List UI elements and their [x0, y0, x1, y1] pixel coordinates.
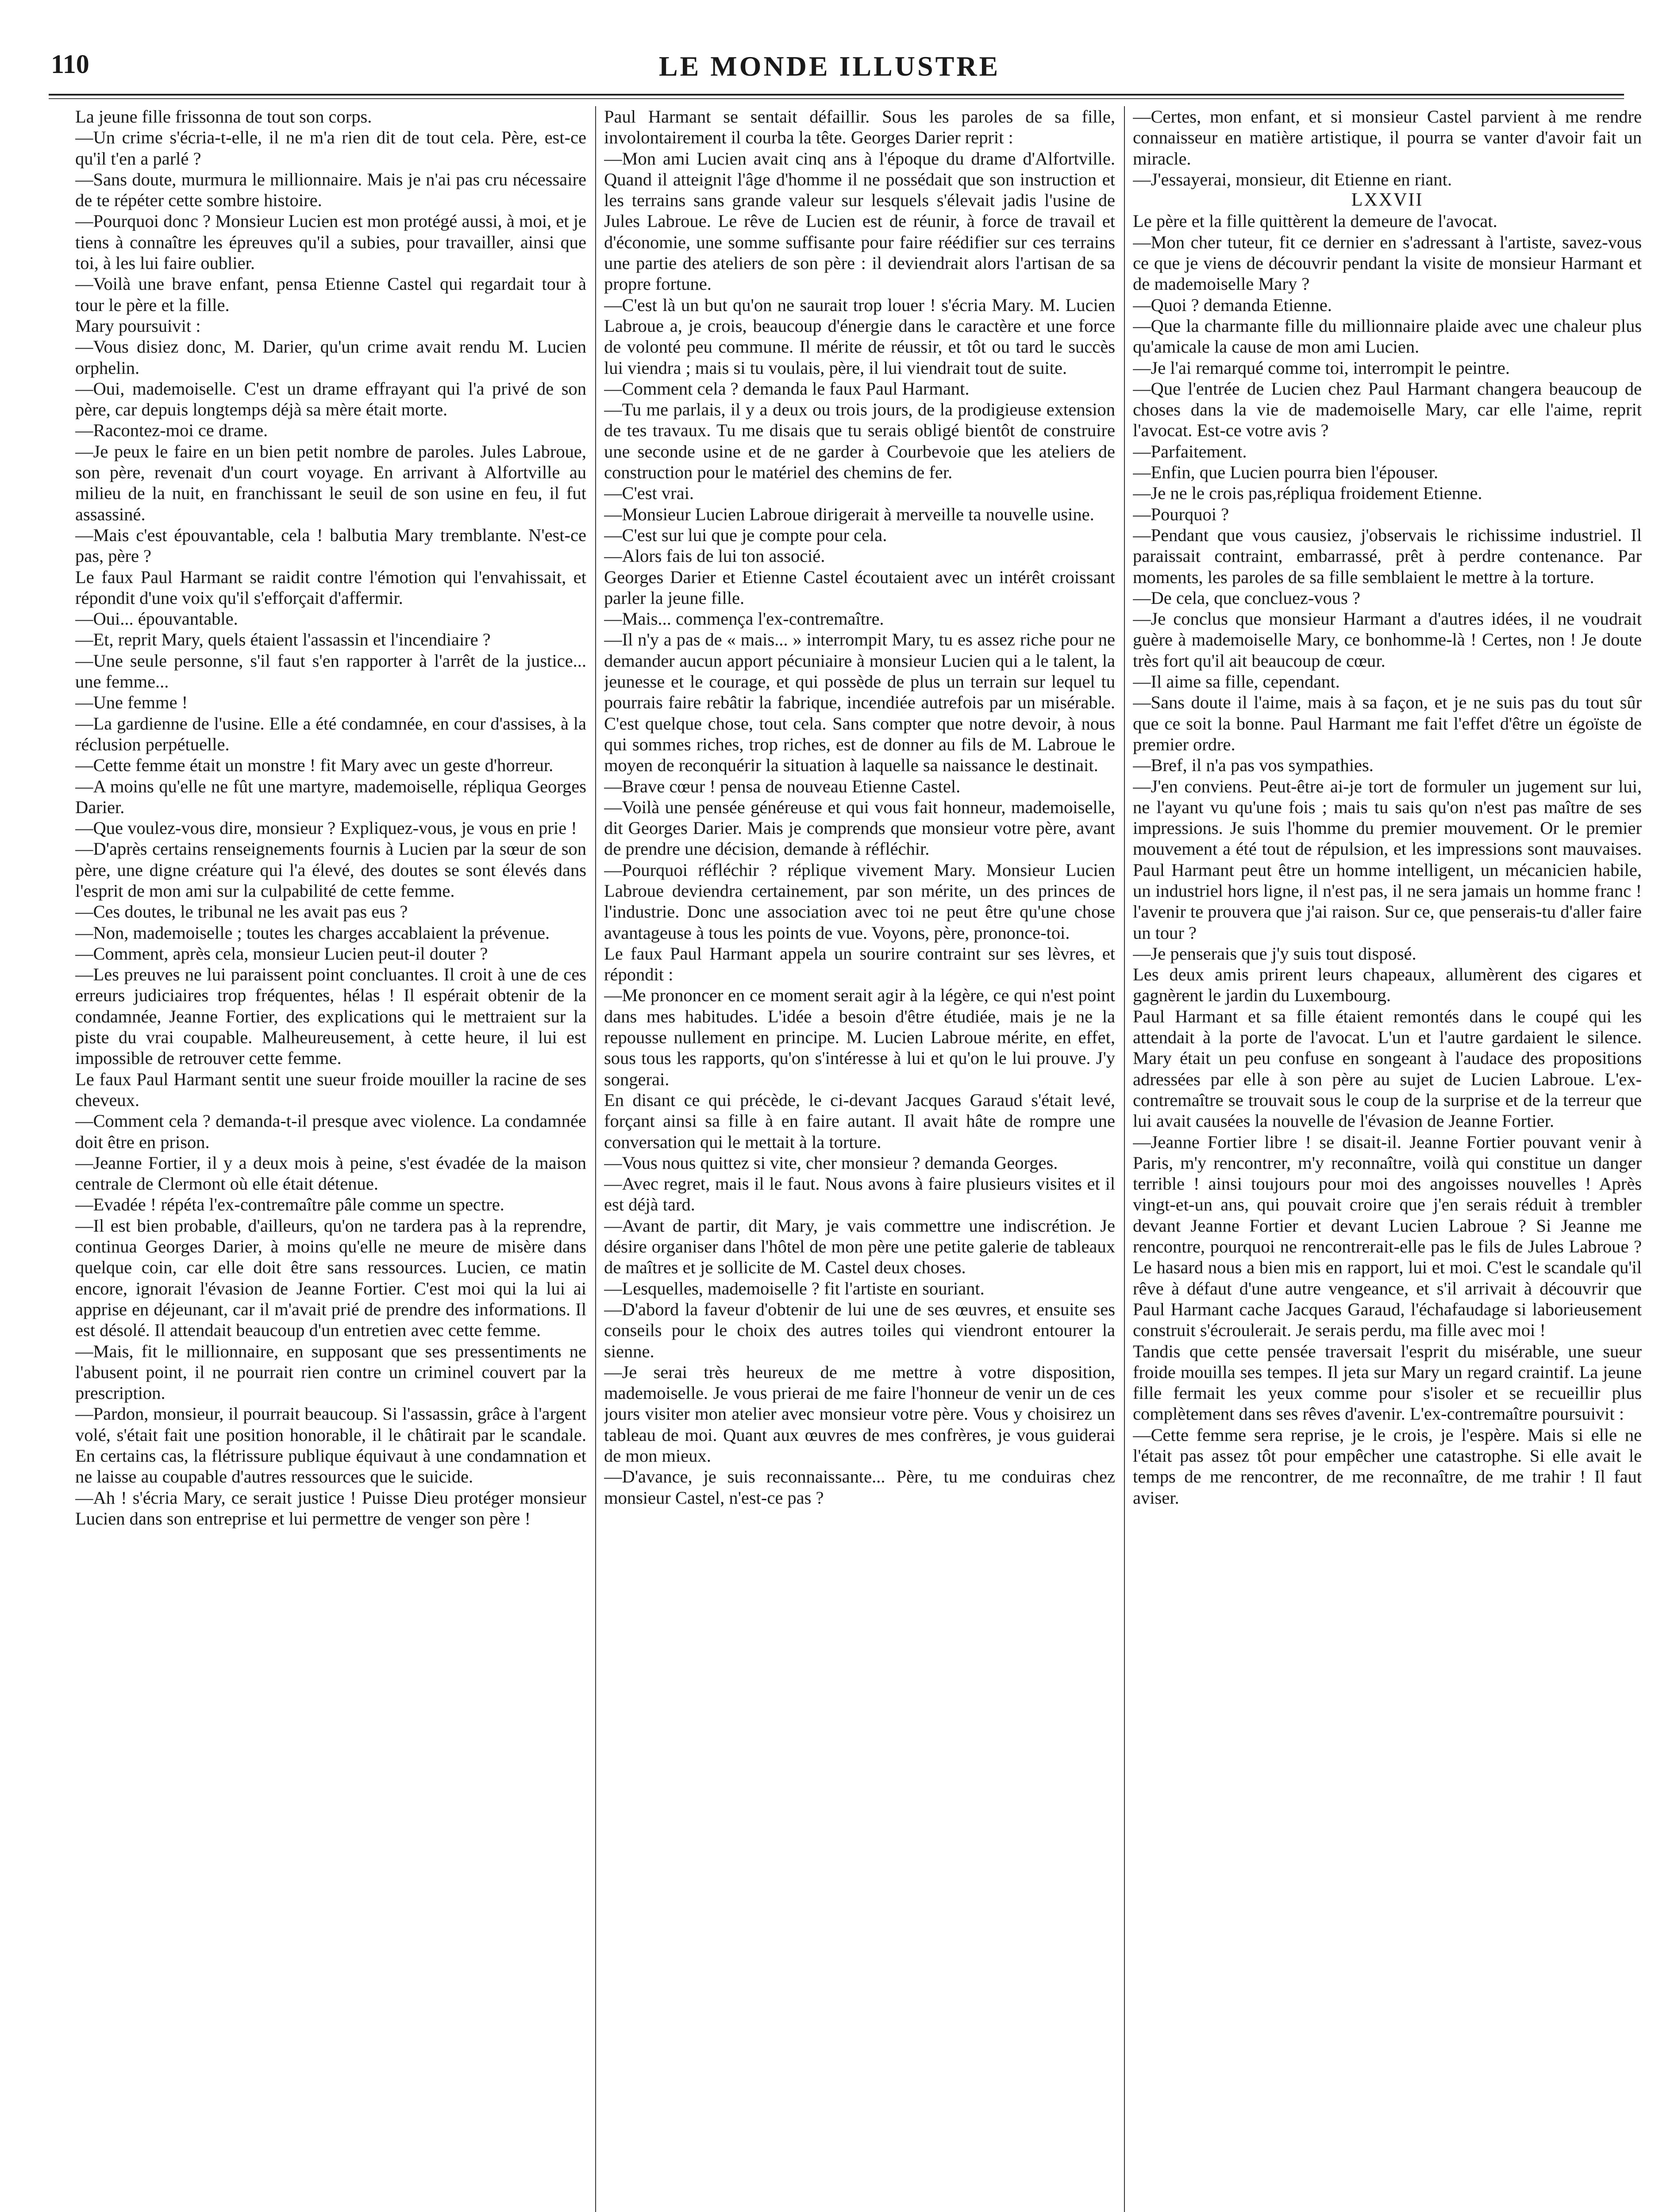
paragraph: —Voilà une pensée généreuse et qui vous fait honneur, mademoiselle, dit Georges Darier. Mais je comprends que monsieur votre père, avant de prendre une décision, demande à réfléchir. — [604, 797, 1115, 859]
paragraph: —Sans doute il l'aime, mais à sa façon, et je ne suis pas du tout sûr que ce soit la bonne. Paul Harmant me fait l'effet d'être un égoïste de premier ordre. — [1133, 692, 1642, 754]
paragraph: —Racontez-moi ce drame. — [75, 420, 268, 441]
paragraph: —Cette femme était un monstre ! fit Mary avec un geste d'horreur. — [75, 755, 554, 776]
paragraph: —Jeanne Fortier, il y a deux mois à peine, s'est évadée de la maison centrale de Clermont où elle était détenue. — [75, 1152, 586, 1194]
paragraph: —Pourquoi donc ? Monsieur Lucien est mon protégé aussi, à moi, et je tiens à connaître les épreuves qu'il a subies, pour travailler, ainsi que toi, à les lui faire oublier. — [75, 211, 586, 273]
paragraph: —Mais c'est épouvantable, cela ! balbutia Mary tremblante. N'est-ce pas, père ? — [75, 525, 586, 566]
text-column-1 — [75, 106, 586, 2212]
paragraph: —Je conclus que monsieur Harmant a d'autres idées, il ne voudrait guère à mademoiselle Mary, ce bonhomme-là ! Certes, non ! Je doute très fort qu'il ait beaucoup de cœur. — [1133, 609, 1642, 671]
paragraph: —Mon ami Lucien avait cinq ans à l'époque du drame d'Alfortville. Quand il atteignit l'âge d'homme il ne possédait que son instruction et les terrains sans grande valeur sur lesquels s'élevait jadis l'usine de Jules Labroue. Le rêve de Lucien est de réunir, à force de travail et d'économie, une somme suffisante pour faire réédifier sur ces terrains une partie des ateliers de son père : il deviendrait alors l'artisan de sa propre fortune. — [604, 148, 1115, 294]
paragraph: —De cela, que concluez-vous ? — [1133, 588, 1360, 608]
paragraph: —C'est là un but qu'on ne saurait trop louer ! s'écria Mary. M. Lucien Labroue a, je crois, beaucoup d'énergie dans le caractère et une force de volonté peu commune. Il mérite de réussir, et tôt ou tard le succès lui viendra ; mais si tu voulais, père, il lui viendrait tout de suite. — [604, 295, 1115, 378]
paragraph: —Et, reprit Mary, quels étaient l'assassin et l'incendiaire ? — [75, 630, 491, 650]
paragraph: En disant ce qui précède, le ci-devant Jacques Garaud s'était levé, forçant ainsi sa fille à en faire autant. Il avait hâte de rompre une conversation qui le mettait à la torture. — [604, 1090, 1115, 1152]
paragraph: —Voilà une brave enfant, pensa Etienne Castel qui regardait tour à tour le père et la fille. — [75, 274, 586, 315]
paragraph: Les deux amis prirent leurs chapeaux, allumèrent des cigares et gagnèrent le jardin du Luxembourg. — [1133, 964, 1642, 1006]
paragraph: —Monsieur Lucien Labroue dirigerait à merveille ta nouvelle usine. — [604, 504, 1094, 524]
paragraph: —Cette femme sera reprise, je le crois, je l'espère. Mais si elle ne l'était pas assez tôt pour empêcher une catastrophe. Si elle avait le temps de me rencontrer, de me reconnaître, de me trahir ! Il faut aviser. — [1133, 1425, 1642, 1508]
paragraph: —Pourquoi réfléchir ? réplique vivement Mary. Monsieur Lucien Labroue deviendra certainement, par son mérite, un des princes de l'industrie. Donc une association avec toi ne peut être qu'une chose avantageuse à tous les points de vue. Voyons, père, prononce-toi. — [604, 860, 1115, 943]
paragraph: —Il aime sa fille, cependant. — [1133, 672, 1340, 692]
paragraph: Tandis que cette pensée traversait l'esprit du misérable, une sueur froide mouilla ses tempes. Il jeta sur Mary un regard craintif. La jeune fille fermait les yeux comme pour s'isoler et se recueillir plus complètement dans ses rêves d'avenir. L'ex-contremaître poursuivit : — [1133, 1341, 1642, 1424]
paragraph: —Jeanne Fortier libre ! se disait-il. Jeanne Fortier pouvant venir à Paris, m'y rencontrer, m'y reconnaître, voilà qui constitue un danger terrible ! ainsi toujours pour moi des angoisses nouvelles ! Après vingt-et-un ans, qui pouvait croire que j'en serais réduit à trembler devant Jeanne Fortier et devant Lucien Labroue ? Si Jeanne me rencontre, pourquoi ne rencontrerait-elle pas le fils de Jules Labroue ? Le hasard nous a bien mis en rapport, lui et moi. C'est le scandale qu'il rêve à défaut d'une autre vengeance, et s'il arrivait à découvrir que Paul Harmant cache Jacques Garaud, l'échafaudage si laborieusement construit s'écroulerait. Je serais perdu, ma fille avec moi ! — [1133, 1132, 1642, 1340]
paragraph: —Brave cœur ! pensa de nouveau Etienne Castel. — [604, 776, 961, 796]
paragraph: Le faux Paul Harmant se raidit contre l'émotion qui l'envahissait, et répondit d'une voix qu'il s'efforçait d'affermir. — [75, 567, 586, 608]
paragraph: —Je peux le faire en un bien petit nombre de paroles. Jules Labroue, son père, revenait d'un court voyage. En arrivant à Alfortville au milieu de la nuit, en franchissant le seuil de son usine en feu, il fut assassiné. — [75, 441, 586, 524]
journal-title: LE MONDE ILLUSTRE — [658, 50, 1001, 82]
paragraph: —D'avance, je suis reconnaissante... Père, tu me conduiras chez monsieur Castel, n'est-ce pas ? — [604, 1467, 1115, 1508]
paragraph: —D'abord la faveur d'obtenir de lui une de ses œuvres, et ensuite ses conseils pour le choix des autres toiles qui viendront entourer la sienne. — [604, 1299, 1115, 1361]
paragraph: —Vous disiez donc, M. Darier, qu'un crime avait rendu M. Lucien orphelin. — [75, 337, 586, 378]
text-column-2 — [604, 106, 1115, 2212]
paragraph: —Un crime s'écria-t-elle, il ne m'a rien dit de tout cela. Père, est-ce qu'il t'en a parlé ? — [75, 127, 586, 169]
paragraph: —Avec regret, mais il le faut. Nous avons à faire plusieurs visites et il est déjà tard. — [604, 1174, 1115, 1215]
paragraph: —Les preuves ne lui paraissent point concluantes. Il croit à une de ces erreurs judiciaires trop fréquentes, hélas ! Il espérait obtenir de la condamnée, Jeanne Fortier, des explications qui le mettraient sur la piste du vrai coupable. Malheureusement, à cette heure, il lui est impossible de retrouver cette femme. — [75, 964, 586, 1068]
paragraph: —Vous nous quittez si vite, cher monsieur ? demanda Georges. — [604, 1152, 1058, 1173]
paragraph: —Tu me parlais, il y a deux ou trois jours, de la prodigieuse extension de tes travaux. Tu me disais que tu serais obligé bientôt de construire une seconde usine et de ne garder à Courbevoie que les ateliers de construction pour le matériel des chemins de fer. — [604, 399, 1115, 483]
paragraph: —Il n'y a pas de « mais... » interrompit Mary, tu es assez riche pour ne demander aucun apport pécuniaire à monsieur Lucien qui a le talent, la jeunesse et le courage, et qui possède de plus un terrain sur lequel tu pourrais faire rebâtir la fabrique, incendiée autrefois par un misérable. C'est quelque chose, tout cela. Sans compter que notre devoir, à nous qui sommes riches, trop riches, est de donner au fils de M. Labroue le moyen de reconquérir la situation à laquelle sa naissance le destinait. — [604, 630, 1115, 776]
page-number: 110 — [51, 50, 89, 79]
paragraph: —Que voulez-vous dire, monsieur ? Expliquez-vous, je vous en prie ! — [75, 818, 577, 838]
paragraph: —Lesquelles, mademoiselle ? fit l'artiste en souriant. — [604, 1278, 985, 1298]
paragraph: —J'essayerai, monsieur, dit Etienne en riant. — [1133, 169, 1452, 189]
column-divider-2 — [1124, 106, 1125, 2212]
paragraph: —Une seule personne, s'il faut s'en rapporter à l'arrêt de la justice... une femme... — [75, 650, 586, 692]
column-divider-1 — [595, 106, 596, 2212]
paragraph: —Mais... commença l'ex-contremaître. — [604, 609, 884, 629]
paragraph: —Pourquoi ? — [1133, 504, 1229, 524]
paragraph: —Je l'ai remarqué comme toi, interrompit le peintre. — [1133, 357, 1510, 378]
chapter-heading: LXXVII — [1351, 190, 1424, 211]
paragraph: —Oui, mademoiselle. C'est un drame effrayant qui l'a privé de son père, car depuis longtemps déjà sa mère était morte. — [75, 378, 586, 420]
paragraph: —Que la charmante fille du millionnaire plaide avec une chaleur plus qu'amicale la cause de mon ami Lucien. — [1133, 315, 1642, 357]
paragraph: —Parfaitement. — [1133, 441, 1247, 461]
paragraph: —Pardon, monsieur, il pourrait beaucoup. Si l'assassin, grâce à l'argent volé, s'était fait une position honorable, il le châtirait par le scandale. En certains cas, la flétrissure publique équivaut à une condamnation et ne laisse au coupable d'autres ressources que le suicide. — [75, 1404, 586, 1487]
paragraph: —Pendant que vous causiez, j'observais le richissime industriel. Il paraissait contraint, embarrassé, prêt à perdre contenance. Par moments, les paroles de sa fille semblaient le mettre à la torture. — [1133, 525, 1642, 587]
paragraph: Paul Harmant et sa fille étaient remontés dans le coupé qui les attendait à la porte de l'avocat. L'un et l'autre gardaient le silence. Mary était un peu confuse en songeant à l'audace des propositions adressées par elle à son père au sujet de Lucien Labroue. L'ex-contremaître se trouvait sous le coup de la surprise et de la terreur que lui avait causées la nouvelle de l'évasion de Jeanne Fortier. — [1133, 1006, 1642, 1131]
paragraph: —Ah ! s'écria Mary, ce serait justice ! Puisse Dieu protéger monsieur Lucien dans son entreprise et lui permettre de venger son père ! — [75, 1487, 586, 1528]
paragraph: —Certes, mon enfant, et si monsieur Castel parvient à me rendre connaisseur en matière artistique, il pourra se vanter d'avoir fait un miracle. — [1133, 107, 1642, 169]
paragraph: —Quoi ? demanda Etienne. — [1133, 295, 1332, 315]
paragraph: —Je penserais que j'y suis tout disposé. — [1133, 943, 1417, 964]
paragraph: —C'est sur lui que je compte pour cela. — [604, 525, 887, 545]
paragraph: —Que l'entrée de Lucien chez Paul Harmant changera beaucoup de choses dans la vie de mademoiselle Mary, car elle l'aime, reprit l'avocat. Est-ce votre avis ? — [1133, 378, 1642, 441]
paragraph: —Je serai très heureux de me mettre à votre disposition, mademoiselle. Je vous prierai de me faire l'honneur de venir un de ces jours visiter mon atelier avec monsieur votre père. Vous y choisirez un tableau de moi. Quant aux œuvres de mes confrères, je vous guiderai de mon mieux. — [604, 1362, 1115, 1466]
paragraph: —A moins qu'elle ne fût une martyre, mademoiselle, répliqua Georges Darier. — [75, 776, 586, 817]
paragraph: Le faux Paul Harmant sentit une sueur froide mouiller la racine de ses cheveux. — [75, 1069, 586, 1110]
paragraph: —Bref, il n'a pas vos sympathies. — [1133, 755, 1374, 776]
paragraph: —La gardienne de l'usine. Elle a été condamnée, en cour d'assises, à la réclusion perpétuelle. — [75, 713, 586, 754]
paragraph: —J'en conviens. Peut-être ai-je tort de formuler un jugement sur lui, ne l'ayant vu qu'une fois ; mais tu sais qu'on n'est pas maître de ses impressions. Je suis l'homme du premier mouvement. Or le premier mouvement a été tout de répulsion, et les impressions sont mauvaises. Paul Harmant peut être un homme intelligent, un mécanicien habile, un industriel hors ligne, il n'est pas, il ne sera jamais un homme franc ! l'avenir te prouvera que j'ai raison. Sur ce, que penserais-tu d'aller faire un tour ? — [1133, 776, 1642, 943]
paragraph: —Comment, après cela, monsieur Lucien peut-il douter ? — [75, 943, 488, 964]
paragraph: Paul Harmant se sentait défaillir. Sous les paroles de sa fille, involontairement il courba la tête. Georges Darier reprit : — [604, 107, 1115, 148]
paragraph: —C'est vrai. — [604, 483, 694, 503]
paragraph: —Mais, fit le millionnaire, en supposant que ses pressentiments ne l'abusent point, il ne pourrait rien contre un criminel couvert par la prescription. — [75, 1341, 586, 1403]
paragraph: —Il est bien probable, d'ailleurs, qu'on ne tardera pas à la reprendre, continua Georges Darier, à moins qu'elle ne meure de misère dans quelque coin, car elle doit être sans ressources. Lucien, ce matin encore, ignorait l'évasion de Jeanne Fortier. C'est moi qui la lui ai apprise en déjeunant, car il m'avait prié de prendre des informations. Il est désolé. Il attendait beaucoup d'un entretien avec cette femme. — [75, 1215, 586, 1340]
paragraph: —Alors fais de lui ton associé. — [604, 546, 825, 566]
paragraph: —Non, mademoiselle ; toutes les charges accablaient la prévenue. — [75, 922, 550, 943]
paragraph: Le faux Paul Harmant appela un sourire contraint sur ses lèvres, et répondit : — [604, 943, 1115, 985]
header-rule-thin — [49, 98, 1624, 99]
paragraph: —Mon cher tuteur, fit ce dernier en s'adressant à l'artiste, savez-vous ce que je viens de découvrir pendant la visite de monsieur Harmant et de mademoiselle Mary ? — [1133, 232, 1642, 294]
paragraph: —Je ne le crois pas,répliqua froidement Etienne. — [1133, 483, 1482, 503]
text-column-3 — [1133, 106, 1642, 2212]
paragraph: —D'après certains renseignements fournis à Lucien par la sœur de son père, une digne créature qui l'a élevé, des doutes se sont élevés dans l'esprit de mon ami sur la culpabilité de cette femme. — [75, 839, 586, 901]
paragraph: Mary poursuivit : — [75, 315, 201, 336]
paragraph: —Oui... épouvantable. — [75, 609, 238, 629]
paragraph: —Avant de partir, dit Mary, je vais commettre une indiscrétion. Je désire organiser dans l'hôtel de mon père une petite galerie de tableaux de maîtres et je sollicite de M. Castel deux choses. — [604, 1215, 1115, 1278]
header-rule — [49, 94, 1624, 96]
paragraph: —Une femme ! — [75, 692, 188, 713]
paragraph: —Me prononcer en ce moment serait agir à la légère, ce qui n'est point dans mes habitudes. L'idée a besoin d'être étudiée, mais je ne la repousse nullement en principe. M. Lucien Labroue mérite, en effet, sous tous les rapports, qu'on s'intéresse à lui et qu'on le lui prouve. J'y songerai. — [604, 985, 1115, 1089]
paragraph: —Sans doute, murmura le millionnaire. Mais je n'ai pas cru nécessaire de te répéter cette sombre histoire. — [75, 169, 586, 211]
paragraph: —Enfin, que Lucien pourra bien l'épouser. — [1133, 462, 1438, 483]
paragraph: La jeune fille frissonna de tout son corps. — [75, 107, 372, 127]
paragraph: —Comment cela ? demanda-t-il presque avec violence. La condamnée doit être en prison. — [75, 1111, 586, 1152]
paragraph: —Evadée ! répéta l'ex-contremaître pâle comme un spectre. — [75, 1194, 504, 1215]
paragraph: Georges Darier et Etienne Castel écoutaient avec un intérêt croissant parler la jeune fille. — [604, 567, 1115, 608]
paragraph: Le père et la fille quittèrent la demeure de l'avocat. — [1133, 211, 1497, 231]
paragraph: —Comment cela ? demanda le faux Paul Harmant. — [604, 378, 970, 399]
paragraph: —Ces doutes, le tribunal ne les avait pas eus ? — [75, 902, 408, 922]
